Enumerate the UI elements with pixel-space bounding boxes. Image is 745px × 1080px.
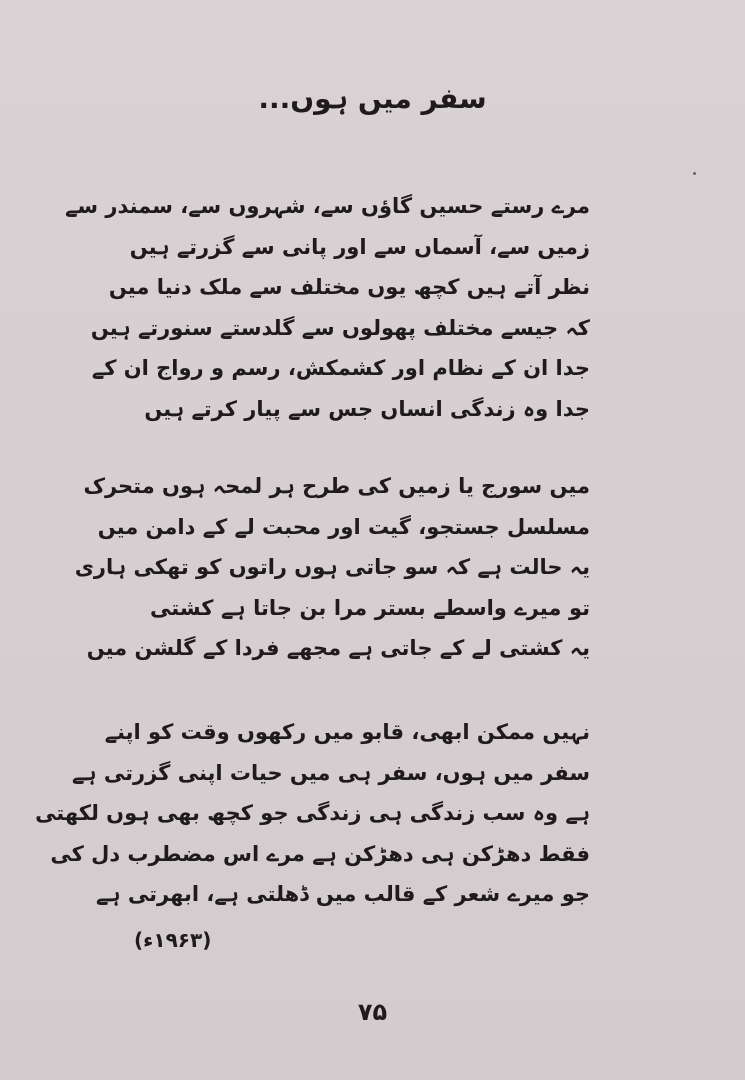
stanza-1 — [65, 186, 590, 429]
verse-line: جدا ان کے نظام اور کشمکش، رسم و رواج ان کے — [91, 356, 590, 380]
verse-line: یہ حالت ہے کہ سو جاتی ہوں راتوں کو تھکی ہاری — [74, 555, 590, 579]
verse-line: نظر آتے ہیں کچھ یوں مختلف سے ملک دنیا میں — [108, 275, 590, 299]
verse-line: جدا وہ زندگی انساں جس سے پیار کرتے ہیں — [144, 396, 590, 421]
verse-line: زمیں سے، آسماں سے اور پانی سے گزرتے ہیں — [129, 234, 590, 259]
verse-line: مرے رستے حسیں گاؤں سے، شہروں سے، سمندر سے — [65, 194, 590, 218]
stanza-3 — [35, 712, 590, 915]
verse-line: میں سورج یا زمیں کی طرح ہر لمحہ ہوں متحرک — [83, 474, 590, 498]
poem-date: (۱۹۶۳ء) — [134, 928, 212, 952]
verse-line: فقط دھڑکن ہی دھڑکن ہے مرے اس مضطرب دل کی — [50, 841, 590, 866]
poem-title: سفر میں ہوں... — [258, 82, 487, 115]
page-number: ۷۵ — [357, 998, 388, 1026]
verse-line: مسلسل جستجو، گیت اور محبت لے کے دامن میں — [97, 514, 590, 539]
verse-line: کہ جیسے مختلف پھولوں سے گلدستے سنورتے ہیں — [90, 315, 590, 340]
stanza-2 — [74, 466, 590, 669]
verse-line: نہیں ممکن ابھی، قابو میں رکھوں وقت کو اپنے — [104, 720, 590, 744]
verse-line: سفر میں ہوں، سفر ہی میں حیات اپنی گزرتی ہے — [71, 760, 590, 785]
verse-line: تو میرے واسطے بستر مرا بن جاتا ہے کشتی — [150, 595, 590, 620]
paper-speck — [693, 172, 696, 175]
verse-line: ہے وہ سب زندگی ہی زندگی جو کچھ بھی ہوں لکھتی — [35, 801, 590, 825]
verse-line: جو میرے شعر کے قالب میں ڈھلتی ہے، ابھرتی ہے — [96, 882, 590, 906]
verse-line: یہ کشتی لے کے جاتی ہے مجھے فردا کے گلشن میں — [86, 636, 590, 660]
